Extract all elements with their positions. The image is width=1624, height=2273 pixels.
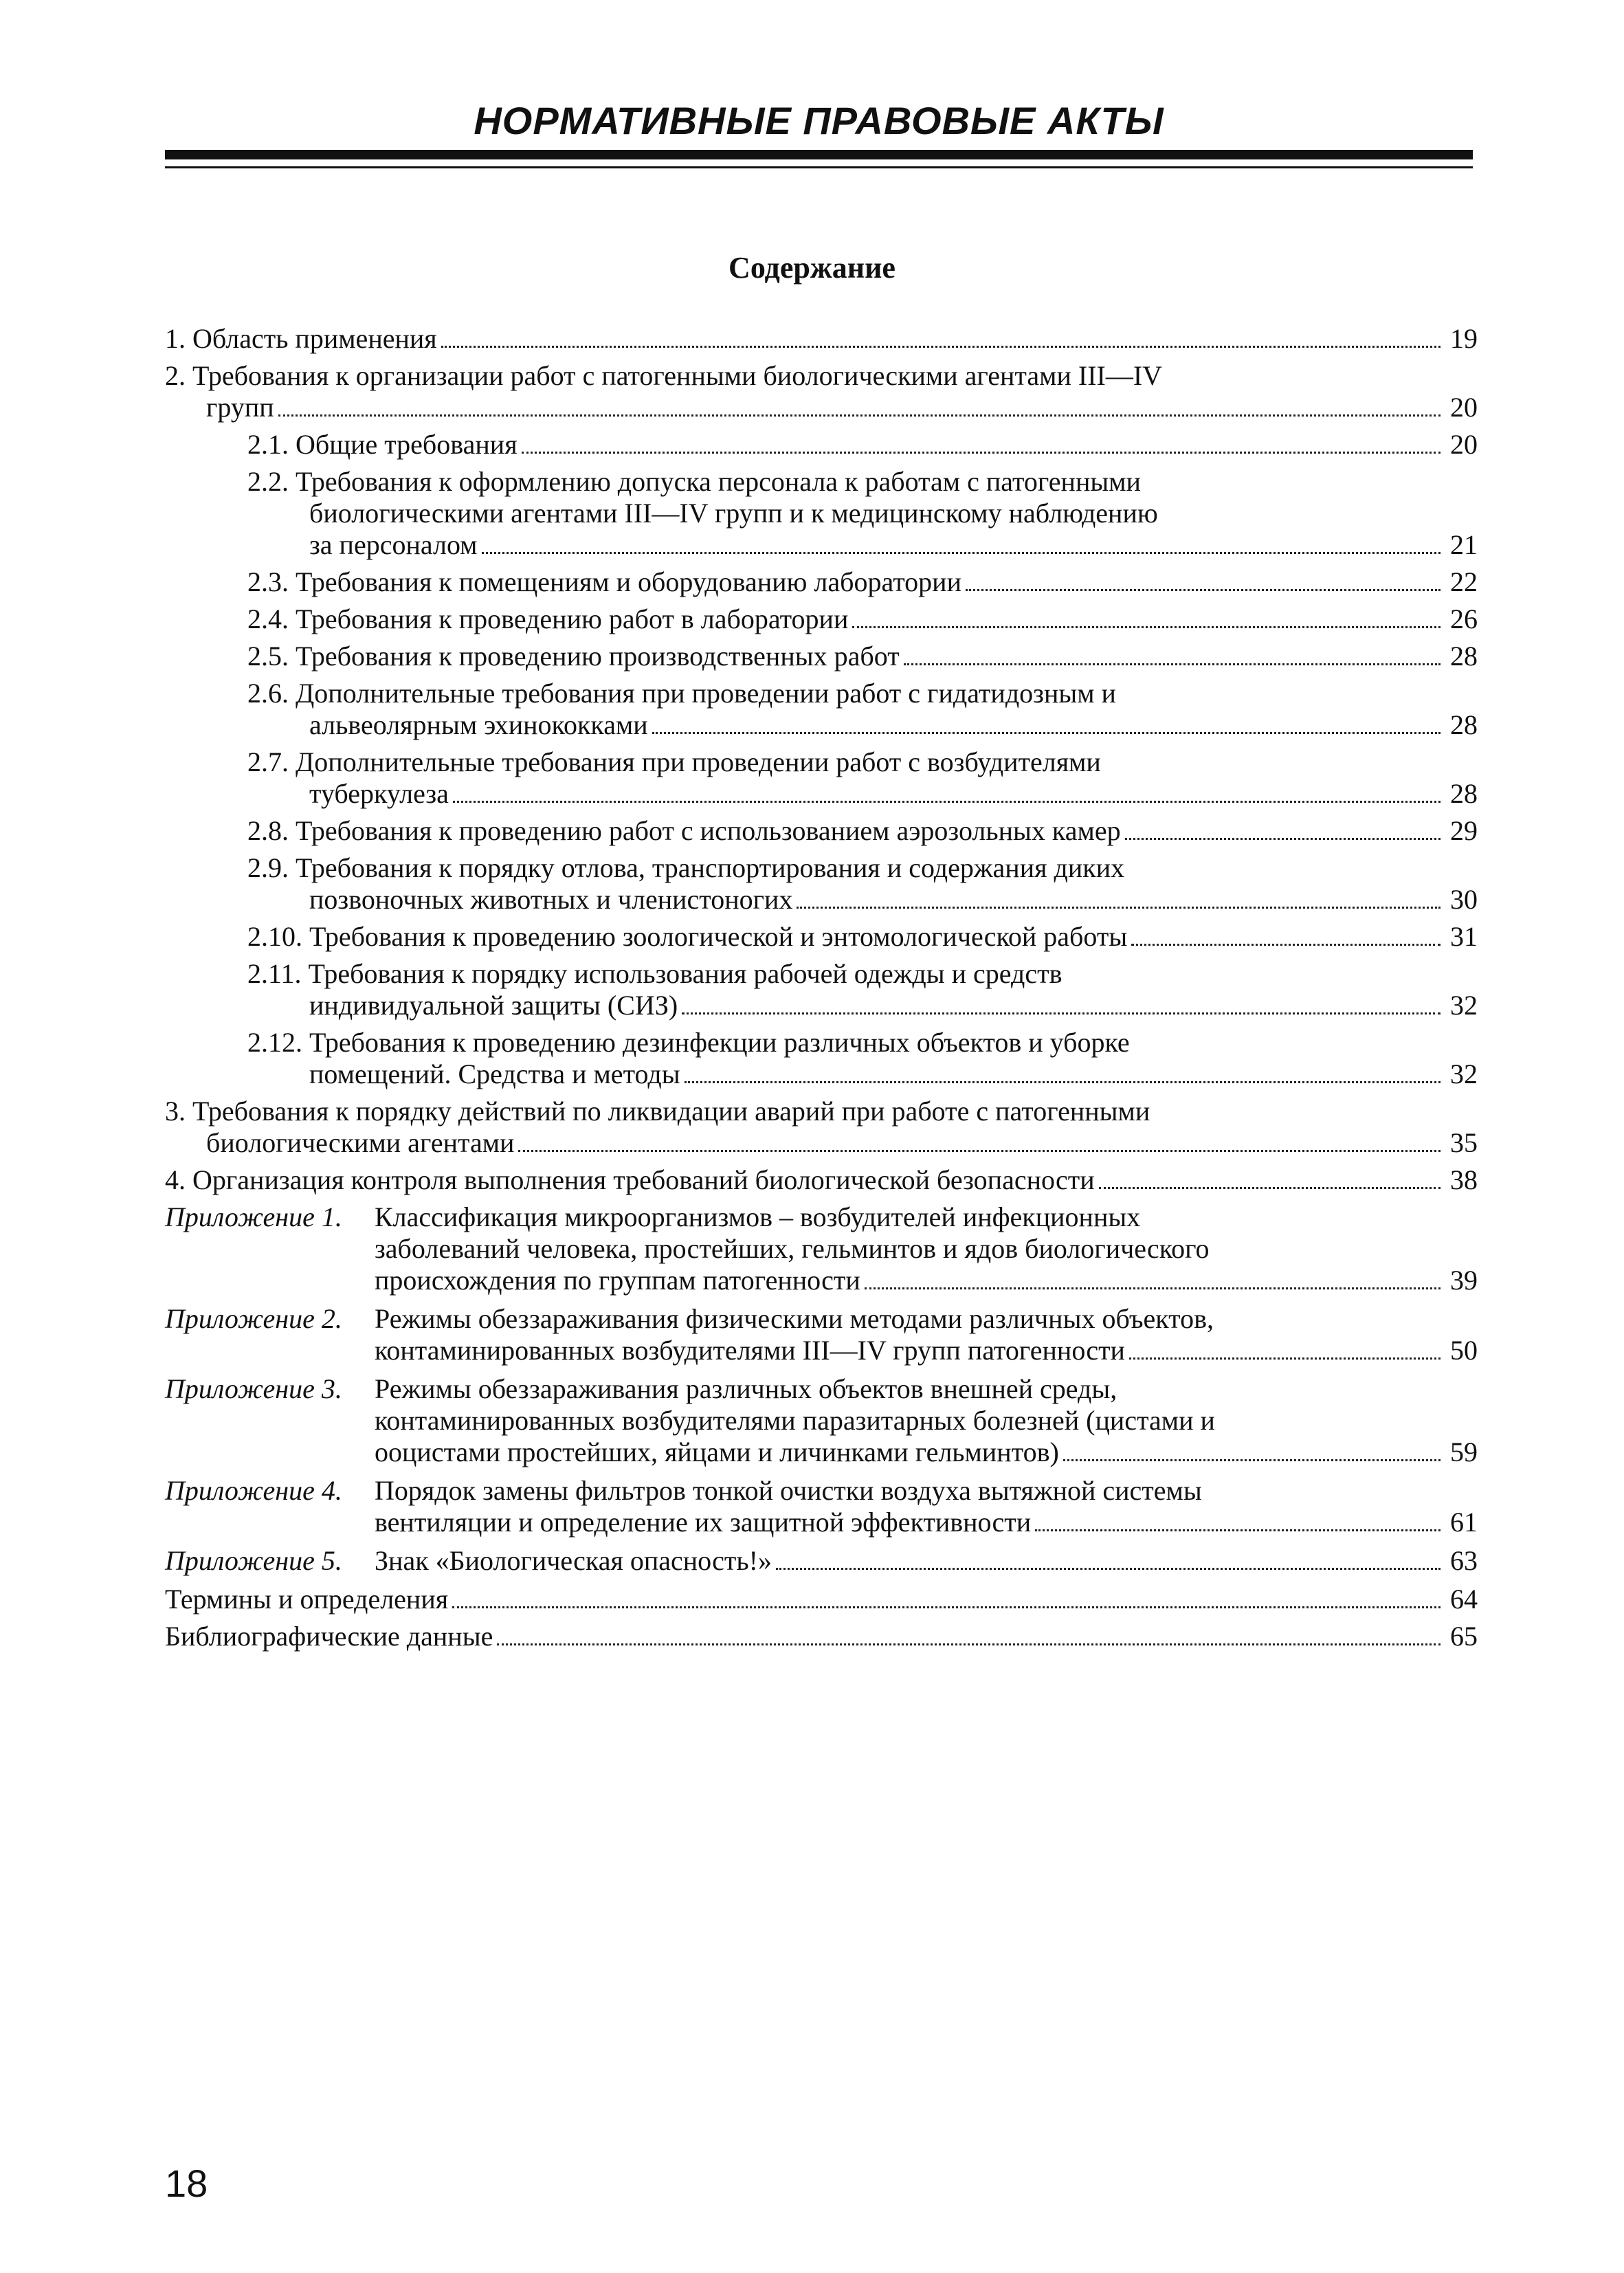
appendix-label: Приложение 3. — [165, 1373, 342, 1404]
toc-line: 2.1. Общие требования — [247, 429, 518, 460]
toc-line: туберкулеза — [309, 778, 449, 809]
toc-subsection — [247, 429, 1478, 461]
toc-line-last — [375, 1507, 1478, 1538]
toc-page-number: 63 — [1450, 1545, 1478, 1576]
dot-leader — [278, 414, 1441, 417]
toc-page-number: 38 — [1450, 1164, 1478, 1195]
toc-line: Классификация микроорганизмов – возбудителей инфекционных — [375, 1201, 1141, 1232]
appendix-label: Приложение 5. — [165, 1545, 342, 1576]
toc-page-number: 20 — [1450, 429, 1478, 460]
dot-leader — [685, 1081, 1441, 1083]
toc-line: 1. Область применения — [165, 323, 437, 354]
toc-line: 2.11. Требования к порядку использования рабочей одежды и средств — [247, 958, 1063, 989]
toc-line: индивидуальной защиты (СИЗ) — [309, 990, 678, 1021]
toc-line: контаминированных возбудителями III—IV групп патогенности — [375, 1335, 1125, 1366]
toc-page-number: 28 — [1450, 778, 1478, 809]
toc-line: 2.9. Требования к порядку отлова, транспортирования и содержания диких — [247, 852, 1125, 883]
appendix-label: Приложение 4. — [165, 1475, 342, 1506]
toc-page-number: 22 — [1450, 566, 1478, 597]
toc-line: Режимы обеззараживания физическими методами различных объектов, — [375, 1303, 1214, 1334]
appendix-body — [375, 1201, 1478, 1296]
toc-line: вентиляции и определение их защитной эффективности — [375, 1507, 1032, 1538]
toc-page-number: 50 — [1450, 1335, 1478, 1366]
dot-leader — [776, 1568, 1441, 1570]
toc-page-number: 32 — [1450, 990, 1478, 1021]
toc-line-last — [247, 815, 1478, 847]
dot-leader — [453, 801, 1441, 803]
toc-appendix — [165, 1545, 1478, 1577]
dot-leader — [904, 663, 1441, 665]
toc-section — [165, 1096, 1478, 1159]
dot-leader — [865, 1287, 1441, 1289]
toc-line: 2.4. Требования к проведению работ в лаборатории — [247, 603, 849, 634]
toc-appendix — [165, 1373, 1478, 1468]
dot-leader — [652, 732, 1441, 734]
toc-section — [165, 1164, 1478, 1196]
toc-line: происхождения по группам патогенности — [375, 1265, 860, 1296]
toc-line: 2.7. Дополнительные требования при проведении работ с возбудителями — [247, 746, 1101, 777]
toc-section — [165, 323, 1478, 355]
header-rule-thin — [165, 166, 1473, 168]
toc-line: 4. Организация контроля выполнения требований биологической безопасности — [165, 1164, 1095, 1195]
appendix-body — [375, 1545, 1478, 1577]
toc-page-number: 28 — [1450, 641, 1478, 672]
appendix-body — [375, 1475, 1478, 1538]
toc-line-last — [165, 1164, 1478, 1196]
toc-subsection — [247, 815, 1478, 847]
page-header — [165, 98, 1473, 168]
toc-line: Порядок замены фильтров тонкой очистки воздуха вытяжной системы — [375, 1475, 1202, 1506]
appendix-label: Приложение 2. — [165, 1303, 342, 1334]
dot-leader — [797, 907, 1441, 909]
header-rule-thick — [165, 150, 1473, 159]
toc-subsection — [247, 603, 1478, 635]
toc-page-number: 30 — [1450, 884, 1478, 915]
toc-line: 2.6. Дополнительные требования при проведении работ с гидатидозным и — [247, 678, 1116, 709]
dot-leader — [441, 346, 1441, 348]
toc-line: 2.12. Требования к проведению дезинфекции различных объектов и уборке — [247, 1027, 1130, 1058]
toc-appendix — [165, 1475, 1478, 1538]
toc-line: заболеваний человека, простейших, гельминтов и ядов биологического — [375, 1233, 1210, 1264]
toc-page-number: 59 — [1450, 1437, 1478, 1467]
toc-subsection — [247, 466, 1478, 561]
toc-line: 3. Требования к порядку действий по ликвидации аварий при работе с патогенными — [165, 1096, 1150, 1127]
table-of-contents — [165, 323, 1478, 1658]
appendix-label: Приложение 1. — [165, 1201, 342, 1232]
toc-section — [165, 360, 1478, 423]
toc-line: контаминированных возбудителями паразитарных болезней (цистами и — [375, 1405, 1215, 1436]
toc-line: биологическими агентами III—IV групп и к медицинскому наблюдению — [309, 498, 1158, 529]
toc-line: 2.2. Требования к оформлению допуска персонала к работам с патогенными — [247, 466, 1141, 497]
toc-page-number: 35 — [1450, 1127, 1478, 1158]
toc-line-last — [165, 1127, 1478, 1159]
toc-page-number: 39 — [1450, 1265, 1478, 1296]
appendix-body — [375, 1303, 1478, 1366]
toc-page-number: 19 — [1450, 323, 1478, 354]
dot-leader — [452, 1606, 1441, 1608]
toc-subsection — [247, 921, 1478, 953]
dot-leader — [1099, 1187, 1441, 1189]
toc-line: Знак «Биологическая опасность!» — [375, 1545, 772, 1576]
dot-leader — [1035, 1529, 1441, 1531]
dot-leader — [966, 589, 1441, 591]
dot-leader — [1129, 1357, 1441, 1360]
toc-line-last — [165, 1584, 1478, 1615]
header-title: НОРМАТИВНЫЕ ПРАВОВЫЕ АКТЫ — [474, 99, 1164, 142]
toc-line: Режимы обеззараживания различных объектов внешней среды, — [375, 1373, 1117, 1404]
toc-line-last — [247, 529, 1478, 561]
toc-line-last — [247, 641, 1478, 672]
toc-line: альвеолярным эхинококками — [309, 709, 648, 740]
toc-subsection — [247, 958, 1478, 1021]
dot-leader — [482, 552, 1441, 554]
toc-line-last — [247, 921, 1478, 953]
dot-leader — [1063, 1459, 1441, 1461]
toc-line-last — [247, 990, 1478, 1021]
toc-line: позвоночных животных и членистоногих — [309, 884, 793, 915]
toc-line: помещений. Средства и методы — [309, 1058, 680, 1089]
dot-leader — [518, 1150, 1441, 1152]
toc-page-number: 32 — [1450, 1058, 1478, 1089]
toc-line: Термины и определения — [165, 1584, 449, 1615]
toc-line-last — [247, 429, 1478, 461]
toc-page-number: 28 — [1450, 709, 1478, 740]
dot-leader — [522, 452, 1441, 454]
toc-page-number: 20 — [1450, 392, 1478, 423]
toc-subsection — [247, 746, 1478, 810]
toc-line: 2. Требования к организации работ с патогенными биологическими агентами III—IV — [165, 360, 1163, 391]
toc-page-number: 61 — [1450, 1507, 1478, 1538]
toc-page-number: 31 — [1450, 921, 1478, 952]
toc-title: Содержание — [728, 251, 896, 285]
toc-line-last — [247, 884, 1478, 916]
dot-leader — [1131, 944, 1441, 946]
toc-page-number: 21 — [1450, 529, 1478, 560]
toc-subsection — [247, 852, 1478, 916]
dot-leader — [497, 1643, 1441, 1645]
toc-appendix — [165, 1303, 1478, 1366]
toc-line: 2.5. Требования к проведению производственных работ — [247, 641, 900, 672]
toc-page-number: 64 — [1450, 1584, 1478, 1615]
toc-line-last — [375, 1545, 1478, 1577]
toc-page-number: 65 — [1450, 1621, 1478, 1652]
toc-line-last — [247, 566, 1478, 598]
toc-line-last — [247, 709, 1478, 741]
toc-appendix — [165, 1201, 1478, 1296]
toc-subsection — [247, 678, 1478, 741]
toc-line: за персоналом — [309, 529, 478, 560]
page-number: 18 — [165, 2162, 208, 2205]
toc-line-last — [375, 1335, 1478, 1366]
toc-section — [165, 1584, 1478, 1615]
toc-line-last — [165, 392, 1478, 423]
toc-page-number: 26 — [1450, 603, 1478, 634]
toc-line-last — [375, 1437, 1478, 1468]
toc-line-last — [247, 1058, 1478, 1090]
toc-line-last — [165, 323, 1478, 355]
dot-leader — [852, 626, 1441, 628]
toc-line: 2.3. Требования к помещениям и оборудованию лаборатории — [247, 566, 961, 597]
toc-line-last — [375, 1265, 1478, 1296]
toc-line: ооцистами простейших, яйцами и личинками гельминтов) — [375, 1437, 1059, 1467]
toc-subsection — [247, 641, 1478, 672]
toc-page-number: 29 — [1450, 815, 1478, 846]
dot-leader — [682, 1012, 1441, 1014]
toc-line-last — [165, 1621, 1478, 1652]
toc-line: биологическими агентами — [206, 1127, 515, 1158]
toc-line-last — [247, 778, 1478, 810]
appendix-body — [375, 1373, 1478, 1468]
toc-subsection — [247, 1027, 1478, 1090]
toc-line: 2.8. Требования к проведению работ с использованием аэрозольных камер — [247, 815, 1121, 846]
toc-line: 2.10. Требования к проведению зоологической и энтомологической работы — [247, 921, 1128, 952]
toc-line: групп — [206, 392, 274, 423]
toc-line: Библиографические данные — [165, 1621, 493, 1652]
toc-line-last — [247, 603, 1478, 635]
toc-section — [165, 1621, 1478, 1652]
toc-subsection — [247, 566, 1478, 598]
dot-leader — [1125, 838, 1441, 840]
